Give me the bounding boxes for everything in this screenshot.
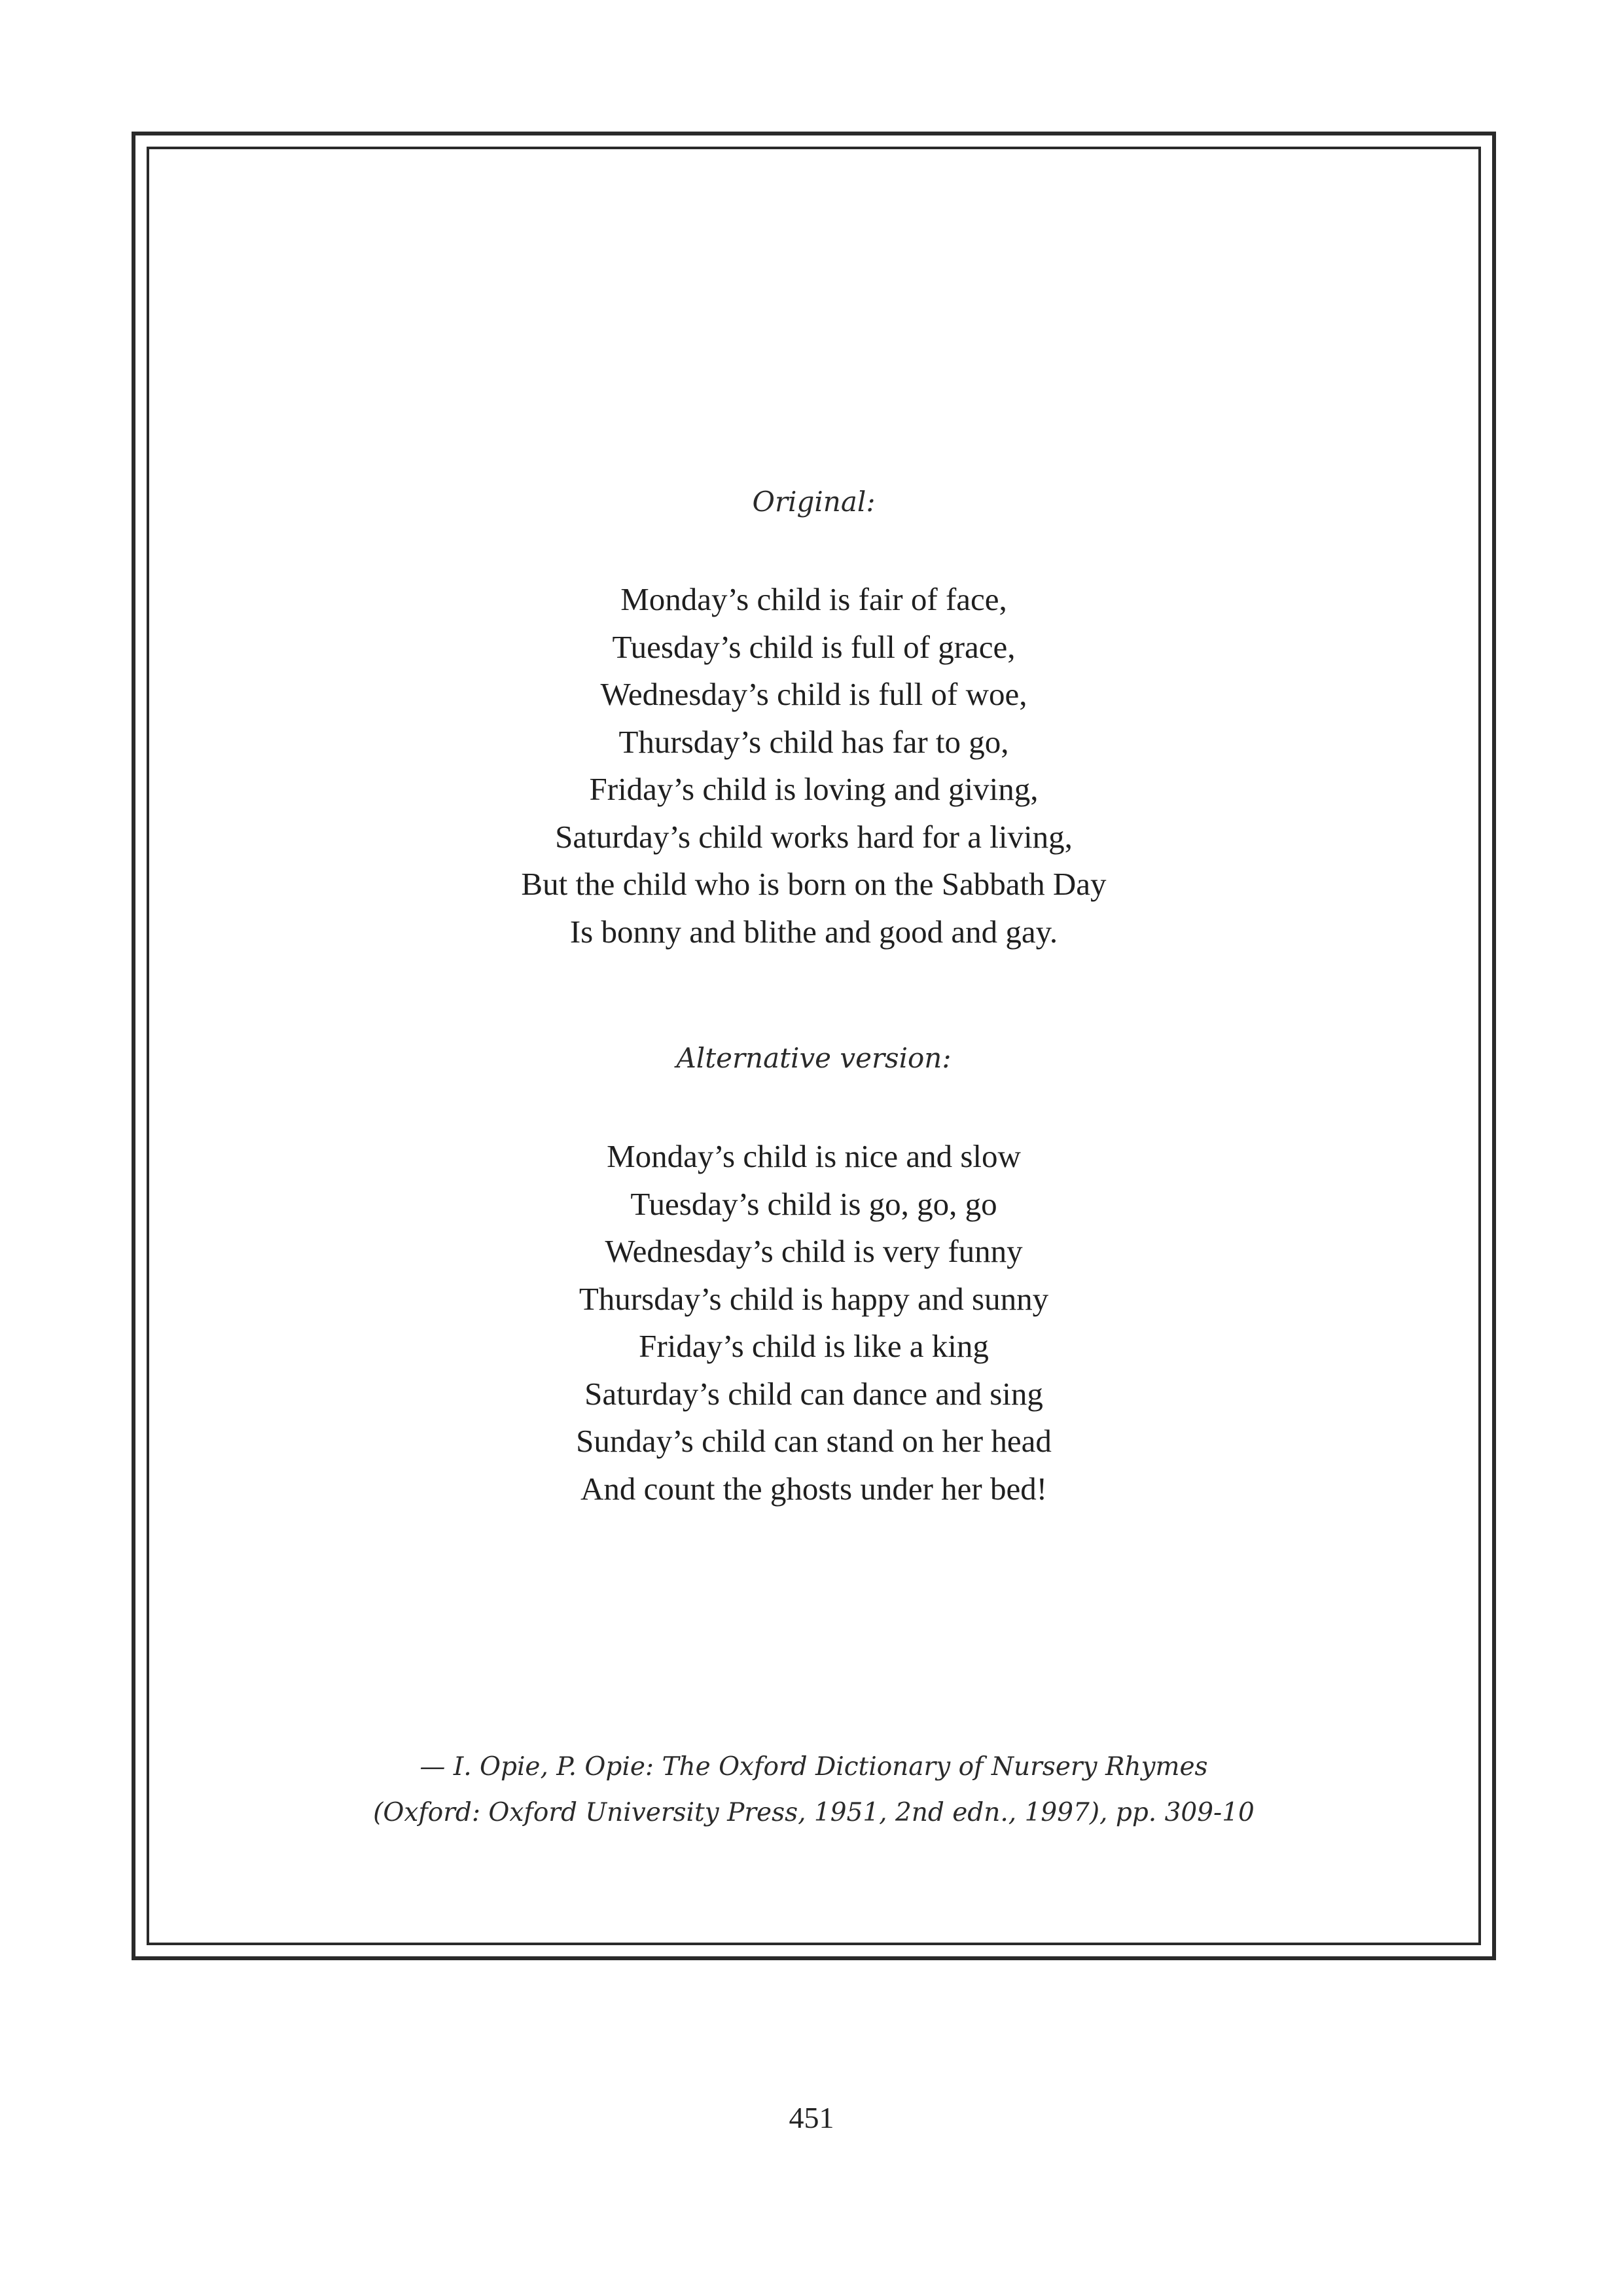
poem-line: Sunday’s child can stand on her head (576, 1423, 1052, 1459)
poem-line: Tuesday’s child is go, go, go (630, 1185, 997, 1222)
poem-line: Monday’s child is nice and slow (607, 1138, 1021, 1174)
original-heading: Original: (752, 486, 876, 518)
alternative-poem (147, 1133, 1481, 1513)
poem-line: Friday’s child is like a king (639, 1328, 989, 1364)
poem-line: Wednesday’s child is full of woe, (600, 676, 1027, 712)
poem-line: Wednesday’s child is very funny (605, 1233, 1023, 1269)
citation-line: — I. Opie, P. Opie: The Oxford Dictionary of Nursery Rhymes (419, 1752, 1208, 1782)
poem-line: Tuesday’s child is full of grace, (612, 628, 1016, 665)
poem-line: Saturday’s child works hard for a living, (555, 818, 1073, 855)
poem-line: Thursday’s child has far to go, (618, 723, 1009, 760)
page-number: 451 (789, 2101, 834, 2134)
poem-line: Thursday’s child is happy and sunny (579, 1280, 1049, 1317)
original-poem (147, 576, 1481, 956)
source-citation (147, 1744, 1481, 1836)
poem-line: Is bonny and blithe and good and gay. (569, 913, 1058, 950)
alternative-heading: Alternative version: (676, 1042, 952, 1074)
poem-line: Saturday’s child can dance and sing (584, 1375, 1043, 1412)
poem-line: And count the ghosts under her bed! (580, 1470, 1048, 1507)
citation-line: (Oxford: Oxford University Press, 1951, 2nd edn., 1997), pp. 309-10 (373, 1798, 1255, 1827)
poem-line: Monday’s child is fair of face, (620, 581, 1007, 617)
poem-line: But the child who is born on the Sabbath Day (521, 866, 1107, 902)
poem-line: Friday’s child is loving and giving, (589, 771, 1039, 807)
